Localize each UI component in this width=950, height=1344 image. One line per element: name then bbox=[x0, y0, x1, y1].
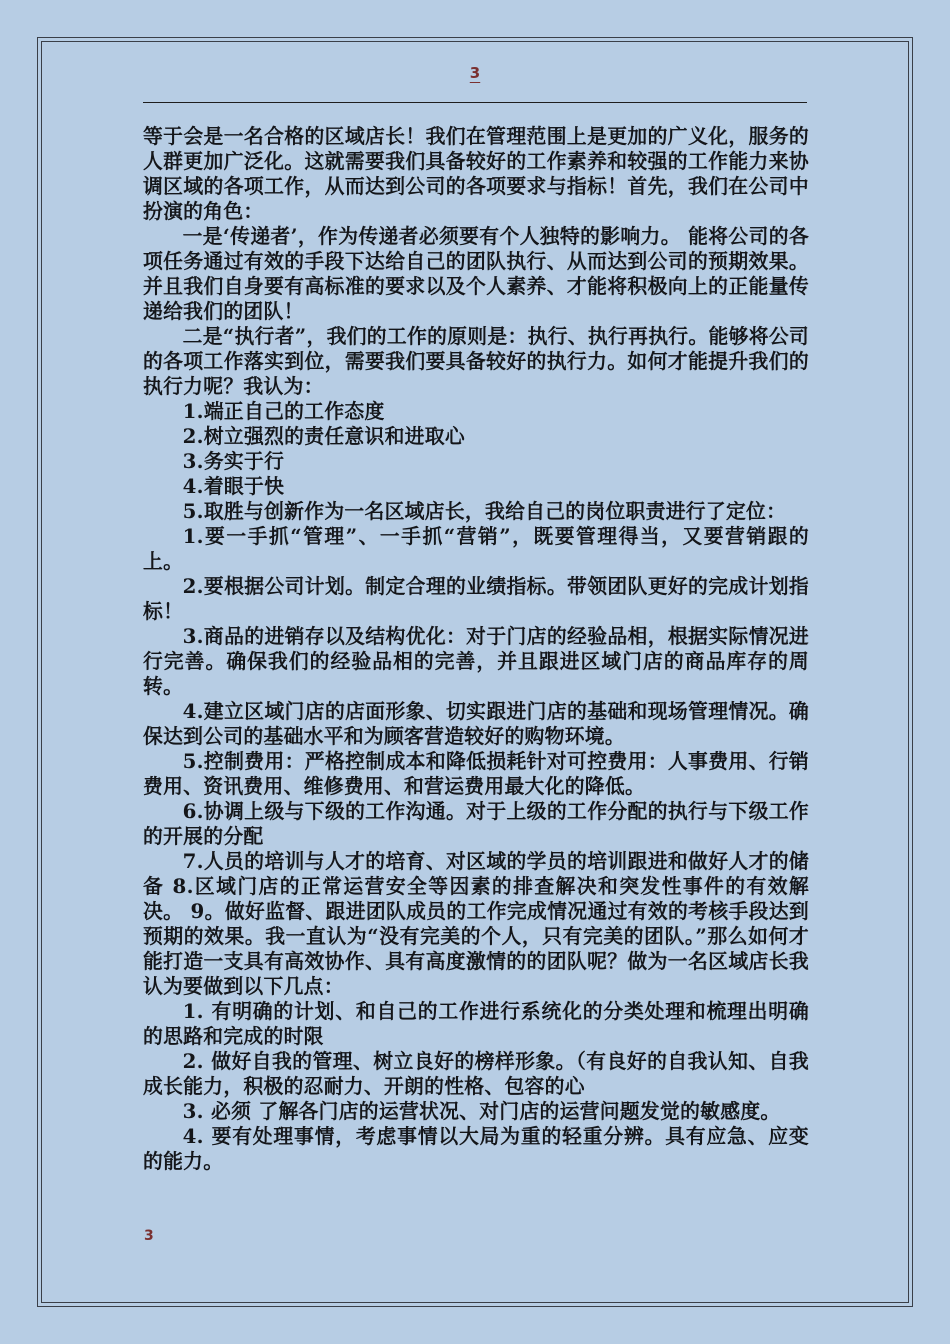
list-item: 2.树立强烈的责任意识和进取心 bbox=[182, 424, 465, 448]
list-item: 1.要一手抓“管理”、一手抓“营销”，既要管理得当，又要营销跟的上。 bbox=[143, 524, 809, 573]
list-item: 3.商品的进销存以及结构优化：对于门店的经验品相，根据实际情况进行完善。确保我们的经验品相的完善，并且跟进区域门店的商品库存的周转。 bbox=[143, 624, 809, 698]
list-item: 4.建立区域门店的店面形象、切实跟进门店的基础和现场管理情况。确保达到公司的基础水平和为顾客营造较好的购物环境。 bbox=[143, 699, 809, 748]
footer-page-number: 3 bbox=[144, 1228, 154, 1244]
list-item: 4. 要有处理事情，考虑事情以大局为重的轻重分辨。具有应急、应变的能力。 bbox=[143, 1124, 809, 1173]
paragraph: 二是“执行者”，我们的工作的原则是：执行、执行再执行。能够将公司的各项工作落实到位，需要我们要具备较好的执行力。如何才能提升我们的执行力呢？我认为： bbox=[143, 324, 809, 398]
header-divider bbox=[143, 102, 807, 103]
list-item: 5.取胜与创新作为一名区域店长，我给自己的岗位职责进行了定位： bbox=[182, 499, 787, 523]
list-item: 1.端正自己的工作态度 bbox=[182, 399, 385, 423]
paragraph: 等于会是一名合格的区域店长！我们在管理范围上是更加的广义化，服务的人群更加广泛化。这就需要我们具备较好的工作素养和较强的工作能力来协调区域的各项工作，从而达到公司的各项要求与指标！首先，我们在公司中扮演的角色： bbox=[143, 124, 809, 223]
list-item: 2. 做好自我的管理、树立良好的榜样形象。（有良好的自我认知、自我成长能力，积极的忍耐力、开朗的性格、包容的心 bbox=[143, 1049, 809, 1098]
document-body bbox=[143, 124, 809, 1174]
list-item: 3. 必须 了解各门店的运营状况、对门店的运营问题发觉的敏感度。 bbox=[182, 1099, 781, 1123]
list-item: 2.要根据公司计划。制定合理的业绩指标。带领团队更好的完成计划指标！ bbox=[143, 574, 809, 623]
header-page-number: 3 bbox=[469, 64, 481, 82]
list-item: 3.务实于行 bbox=[182, 449, 285, 473]
list-item: 7.人员的培训与人才的培育、对区域的学员的培训跟进和做好人才的储备 8.区域门店的正常运营安全等因素的排查解决和突发性事件的有效解决。 9。做好监督、跟进团队成员的工作完成情况通过有效的考核手段达到预期的效果。我一直认为“没有完美的个人，只有完美的团队。”那么如何才能打造一支具有高效协作、具有高度激情的的团队呢？做为一名区域店长我认为要做到以下几点： bbox=[143, 849, 809, 998]
list-item: 6.协调上级与下级的工作沟通。对于上级的工作分配的执行与下级工作的开展的分配 bbox=[143, 799, 809, 848]
paragraph: 一是‘传递者’，作为传递者必须要有个人独特的影响力。 能将公司的各项任务通过有效的手段下达给自己的团队执行、从而达到公司的预期效果。并且我们自身要有高标准的要求以及个人素养、才能将积极向上的正能量传递给我们的团队！ bbox=[143, 224, 809, 323]
list-item: 4.着眼于快 bbox=[182, 474, 285, 498]
list-item: 1. 有明确的计划、和自己的工作进行系统化的分类处理和梳理出明确的思路和完成的时限 bbox=[143, 999, 809, 1048]
list-item: 5.控制费用：严格控制成本和降低损耗针对可控费用：人事费用、行销费用、资讯费用、维修费用、和营运费用最大化的降低。 bbox=[143, 749, 809, 798]
